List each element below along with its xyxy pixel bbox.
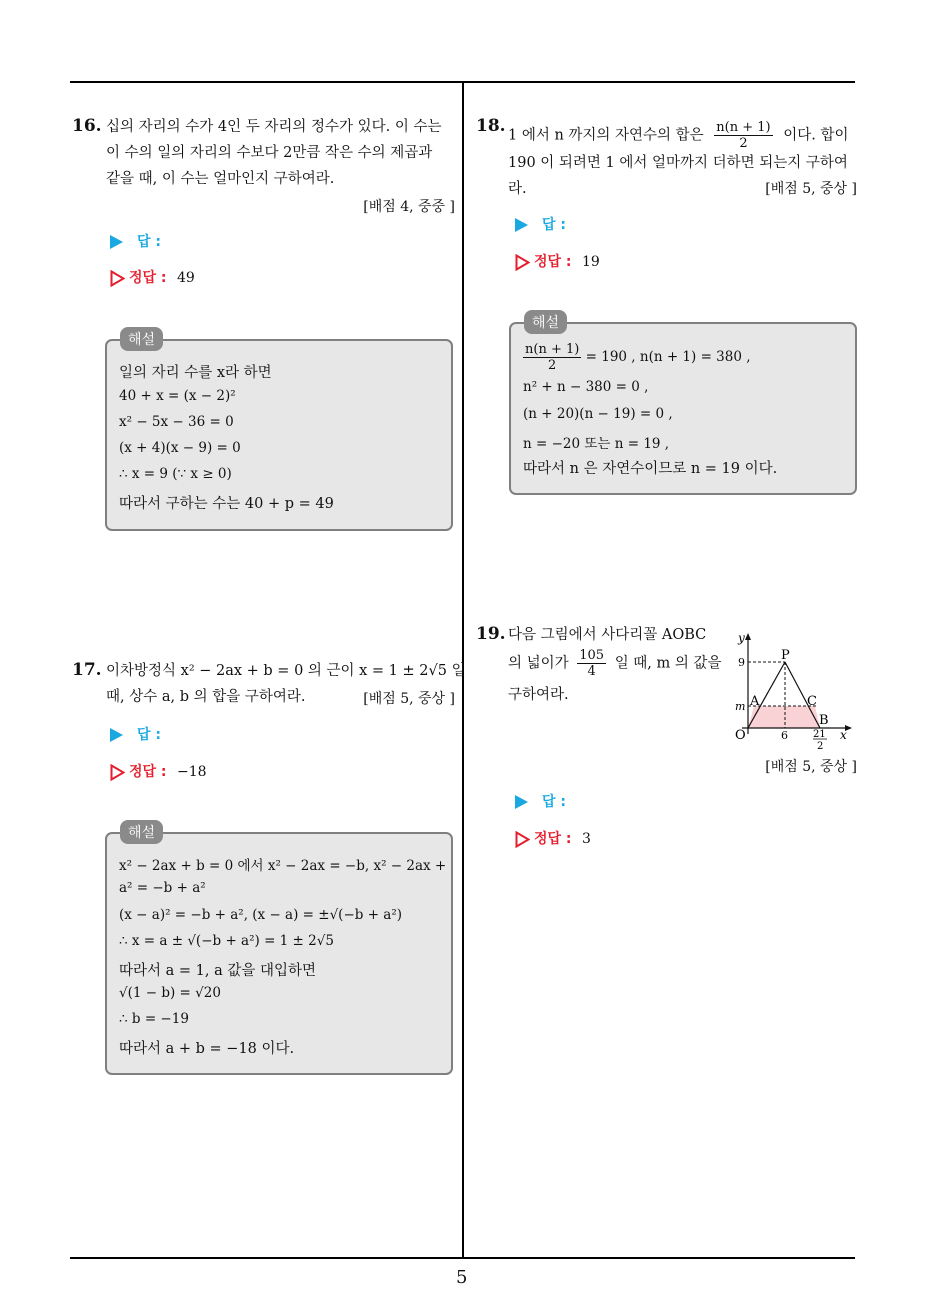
score-meta: [배점 5, 중상 ]: [765, 181, 857, 197]
play-triangle-icon: [515, 218, 528, 232]
question-line: 같을 때, 이 수는 얼마인지 구하여라.: [106, 171, 335, 187]
answer-input-row[interactable]: [515, 791, 566, 811]
solution-line: n² + n − 380 = 0 ,: [523, 379, 649, 395]
correct-answer-row: [110, 267, 195, 287]
question-text: [508, 622, 728, 708]
fraction: [523, 342, 581, 373]
y-label: y: [738, 631, 745, 645]
correct-value: 49: [176, 270, 195, 286]
correct-label: 정답 :: [534, 254, 572, 270]
play-triangle-icon: [110, 235, 123, 249]
answer-label: 답 :: [542, 794, 566, 810]
question-line: 십의 자리의 수가 4인 두 자리의 정수가 있다. 이 수는: [106, 119, 442, 135]
solution-line: 따라서 n 은 자연수이므로 n = 19 이다.: [523, 461, 778, 477]
score-meta: [배점 5, 중상 ]: [765, 759, 857, 775]
outline-triangle-icon: [110, 764, 125, 781]
question-line: 다음 그림에서 사다리꼴 AOBC: [508, 627, 707, 643]
question-line: 구하여라.: [508, 687, 569, 703]
correct-label: 정답 :: [534, 831, 572, 847]
solution-line: 따라서 a + b = −18 이다.: [119, 1041, 295, 1057]
trapezoid-figure: [730, 628, 858, 758]
question-number: 16.: [72, 116, 102, 136]
solution-line: x² − 2ax + b = 0 에서 x² − 2ax = −b, x² − 2ax +: [119, 858, 447, 874]
question-text-part: 일 때, m 의 값을: [614, 655, 722, 672]
answer-input-row[interactable]: [110, 231, 161, 251]
tick-2: 2: [817, 741, 824, 752]
correct-value: −18: [176, 764, 207, 780]
question-number: 17.: [72, 660, 102, 680]
solution-line: (x − a)² = −b + a², (x − a) = ±√(−b + a²): [119, 907, 403, 923]
explanation-box: [105, 339, 453, 531]
solution-line: 일의 자리 수를 x라 하면: [119, 365, 272, 381]
correct-answer-row: [515, 828, 591, 848]
outline-triangle-icon: [515, 831, 530, 848]
solution-line: x² − 5x − 36 = 0: [119, 414, 234, 430]
fraction-denominator: 2: [548, 358, 557, 373]
answer-input-row[interactable]: [515, 214, 566, 234]
label-O: O: [735, 728, 746, 743]
solution-line: (n + 20)(n − 19) = 0 ,: [523, 406, 673, 422]
label-C: C: [807, 694, 817, 709]
bottom-rule: [70, 1257, 855, 1259]
outline-triangle-icon: [110, 270, 125, 287]
answer-input-row[interactable]: [110, 724, 161, 744]
question-line: 때, 상수 a, b 의 합을 구하여라.: [106, 689, 306, 705]
correct-value: 3: [581, 831, 591, 847]
answer-label: 답 :: [137, 727, 161, 743]
solution-line: 40 + x = (x − 2)²: [119, 388, 236, 404]
x-label: x: [840, 728, 847, 742]
solution-line: [523, 342, 751, 373]
play-triangle-icon: [110, 728, 123, 742]
solution-text: = 190 , n(n + 1) = 380 ,: [585, 349, 751, 365]
question-text: [106, 114, 441, 192]
explanation-box: [509, 322, 857, 495]
tick-21: 21: [813, 729, 826, 740]
correct-answer-row: [110, 761, 207, 781]
label-P: P: [781, 648, 790, 663]
question-text-part: 1 에서 n 까지의 자연수의 합은: [508, 127, 704, 144]
fraction: [577, 648, 606, 679]
solution-line: 따라서 구하는 수는 40 + p = 49: [119, 496, 334, 512]
question-line: 이차방정식 x² − 2ax + b = 0 의 근이 x = 1 ± 2√5 일: [106, 663, 466, 679]
explanation-tag: 해설: [524, 310, 567, 334]
solution-line: a² = −b + a²: [119, 880, 206, 896]
solution-line: n = −20 또는 n = 19 ,: [523, 436, 670, 452]
fraction-numerator: n(n + 1): [525, 342, 580, 357]
fraction-denominator: 2: [739, 136, 748, 151]
fraction-denominator: 4: [587, 664, 596, 679]
page-number: 5: [456, 1267, 468, 1288]
question-number: 18.: [476, 116, 506, 136]
tick-9: 9: [738, 656, 745, 669]
question-line: 이 수의 일의 자리의 수보다 2만큼 작은 수의 제곱과: [106, 145, 433, 161]
outline-triangle-icon: [515, 254, 530, 271]
question-line: [508, 648, 728, 682]
answer-label: 답 :: [137, 234, 161, 250]
correct-answer-row: [515, 251, 600, 271]
fraction-numerator: n(n + 1): [716, 120, 771, 135]
score-meta: [배점 4, 중중 ]: [363, 199, 455, 215]
solution-line: ∴ x = a ± √(−b + a²) = 1 ± 2√5: [119, 933, 334, 949]
score-meta: [배점 5, 중상 ]: [363, 691, 455, 707]
answer-label: 답 :: [542, 217, 566, 233]
tick-m: m: [735, 700, 746, 713]
fraction: [714, 120, 772, 151]
y-axis-arrow-icon: [745, 633, 751, 640]
play-triangle-icon: [515, 795, 528, 809]
tick-6: 6: [781, 729, 788, 742]
question-line: 라.: [508, 181, 527, 197]
question-text-part: 의 넓이가: [508, 655, 569, 672]
fraction-numerator: 105: [579, 648, 605, 663]
solution-line: ∴ b = −19: [119, 1011, 189, 1027]
correct-label: 정답 :: [129, 270, 167, 286]
solution-line: 따라서 a = 1, a 값을 대입하면: [119, 963, 316, 979]
explanation-box: [105, 832, 453, 1075]
question-number: 19.: [476, 624, 506, 644]
question-line: [508, 120, 858, 150]
correct-label: 정답 :: [129, 764, 167, 780]
explanation-tag: 해설: [120, 820, 163, 844]
question-line: 190 이 되려면 1 에서 얼마까지 더하면 되는지 구하여: [508, 155, 848, 171]
solution-line: ∴ x = 9 (∵ x ≥ 0): [119, 466, 232, 482]
label-B: B: [819, 713, 829, 728]
correct-value: 19: [581, 254, 600, 270]
solution-line: (x + 4)(x − 9) = 0: [119, 440, 241, 456]
question-text-part: 이다. 합이: [783, 127, 849, 144]
label-A: A: [750, 694, 760, 709]
solution-line: √(1 − b) = √20: [119, 985, 221, 1001]
explanation-tag: 해설: [120, 327, 163, 351]
